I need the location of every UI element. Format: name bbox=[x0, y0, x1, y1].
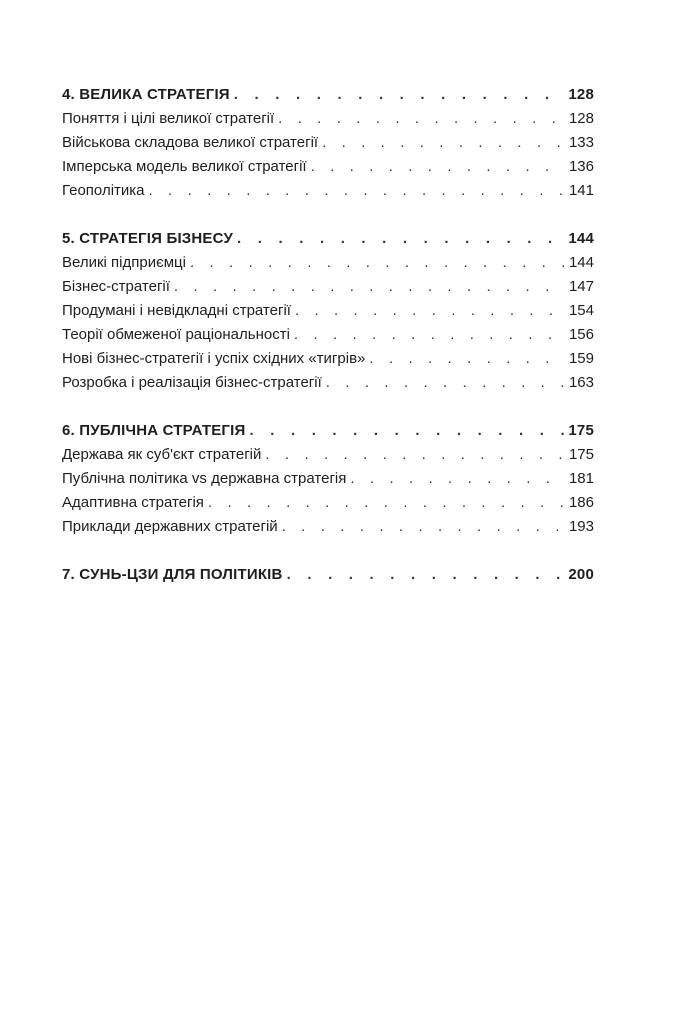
page-number: 144 bbox=[568, 230, 594, 247]
dot-leader bbox=[265, 443, 565, 467]
toc-entry-row[interactable] bbox=[62, 179, 594, 203]
page-number: 144 bbox=[568, 254, 594, 271]
entry-title: Великі підприємці bbox=[62, 254, 186, 271]
page-number: 133 bbox=[568, 134, 594, 151]
toc-chapter-row[interactable] bbox=[62, 563, 594, 587]
toc-entry-row[interactable] bbox=[62, 467, 594, 491]
page-number: 200 bbox=[568, 566, 594, 583]
toc-entry-row[interactable] bbox=[62, 347, 594, 371]
entry-title: Імперська модель великої стратегії bbox=[62, 158, 307, 175]
page-number: 163 bbox=[568, 374, 594, 391]
entry-title: Публічна політика vs державна стратегія bbox=[62, 470, 347, 487]
page-number: 159 bbox=[568, 350, 594, 367]
page-number: 175 bbox=[568, 446, 594, 463]
entry-title: Геополітика bbox=[62, 182, 145, 199]
entry-title: Поняття і цілі великої стратегії bbox=[62, 110, 275, 127]
page-number: 128 bbox=[568, 110, 594, 127]
page-number: 154 bbox=[568, 302, 594, 319]
page-number: 141 bbox=[568, 182, 594, 199]
dot-leader bbox=[322, 131, 565, 155]
toc-entry-row[interactable] bbox=[62, 371, 594, 395]
chapter-title: 6. ПУБЛІЧНА СТРАТЕГІЯ bbox=[62, 422, 246, 439]
page-number: 186 bbox=[568, 494, 594, 511]
dot-leader bbox=[326, 371, 565, 395]
entry-title: Держава як суб'єкт стратегій bbox=[62, 446, 262, 463]
dot-leader bbox=[234, 83, 565, 107]
toc-entry-row[interactable] bbox=[62, 491, 594, 515]
entry-title: Продумані і невідкладні стратегії bbox=[62, 302, 291, 319]
toc-chapter-row[interactable] bbox=[62, 227, 594, 251]
dot-leader bbox=[190, 251, 565, 275]
toc-entry-row[interactable] bbox=[62, 299, 594, 323]
dot-leader bbox=[249, 419, 564, 443]
dot-leader bbox=[311, 155, 565, 179]
entry-title: Приклади державних стратегій bbox=[62, 518, 278, 535]
page-number: 175 bbox=[568, 422, 594, 439]
page-number: 128 bbox=[568, 86, 594, 103]
dot-leader bbox=[295, 299, 565, 323]
dot-leader bbox=[282, 515, 565, 539]
toc-chapter-row[interactable] bbox=[62, 83, 594, 107]
dot-leader bbox=[294, 323, 565, 347]
toc-entry-row[interactable] bbox=[62, 275, 594, 299]
entry-title: Розробка і реалізація бізнес-стратегії bbox=[62, 374, 322, 391]
dot-leader bbox=[174, 275, 565, 299]
entry-title: Адаптивна стратегія bbox=[62, 494, 204, 511]
page-number: 147 bbox=[568, 278, 594, 295]
dot-leader bbox=[369, 347, 565, 371]
toc-section bbox=[62, 563, 594, 587]
toc-section bbox=[62, 83, 594, 203]
page-number: 156 bbox=[568, 326, 594, 343]
toc-chapter-row[interactable] bbox=[62, 419, 594, 443]
toc-entry-row[interactable] bbox=[62, 251, 594, 275]
table-of-contents bbox=[62, 83, 594, 611]
toc-entry-row[interactable] bbox=[62, 443, 594, 467]
dot-leader bbox=[350, 467, 565, 491]
chapter-title: 4. ВЕЛИКА СТРАТЕГІЯ bbox=[62, 86, 230, 103]
dot-leader bbox=[237, 227, 564, 251]
dot-leader bbox=[208, 491, 565, 515]
toc-section bbox=[62, 227, 594, 395]
toc-entry-row[interactable] bbox=[62, 107, 594, 131]
toc-section bbox=[62, 419, 594, 539]
entry-title: Нові бізнес-стратегії і успіх східних «тигрів» bbox=[62, 350, 366, 367]
dot-leader bbox=[287, 563, 565, 587]
page-number: 136 bbox=[568, 158, 594, 175]
entry-title: Бізнес-стратегії bbox=[62, 278, 170, 295]
chapter-title: 5. СТРАТЕГІЯ БІЗНЕСУ bbox=[62, 230, 234, 247]
dot-leader bbox=[278, 107, 565, 131]
toc-entry-row[interactable] bbox=[62, 155, 594, 179]
toc-entry-row[interactable] bbox=[62, 131, 594, 155]
chapter-title: 7. СУНЬ-ЦЗИ ДЛЯ ПОЛІТИКІВ bbox=[62, 566, 283, 583]
toc-entry-row[interactable] bbox=[62, 323, 594, 347]
page-number: 181 bbox=[568, 470, 594, 487]
toc-entry-row[interactable] bbox=[62, 515, 594, 539]
entry-title: Військова складова великої стратегії bbox=[62, 134, 319, 151]
entry-title: Теорії обмеженої раціональності bbox=[62, 326, 290, 343]
dot-leader bbox=[149, 179, 565, 203]
page-number: 193 bbox=[568, 518, 594, 535]
